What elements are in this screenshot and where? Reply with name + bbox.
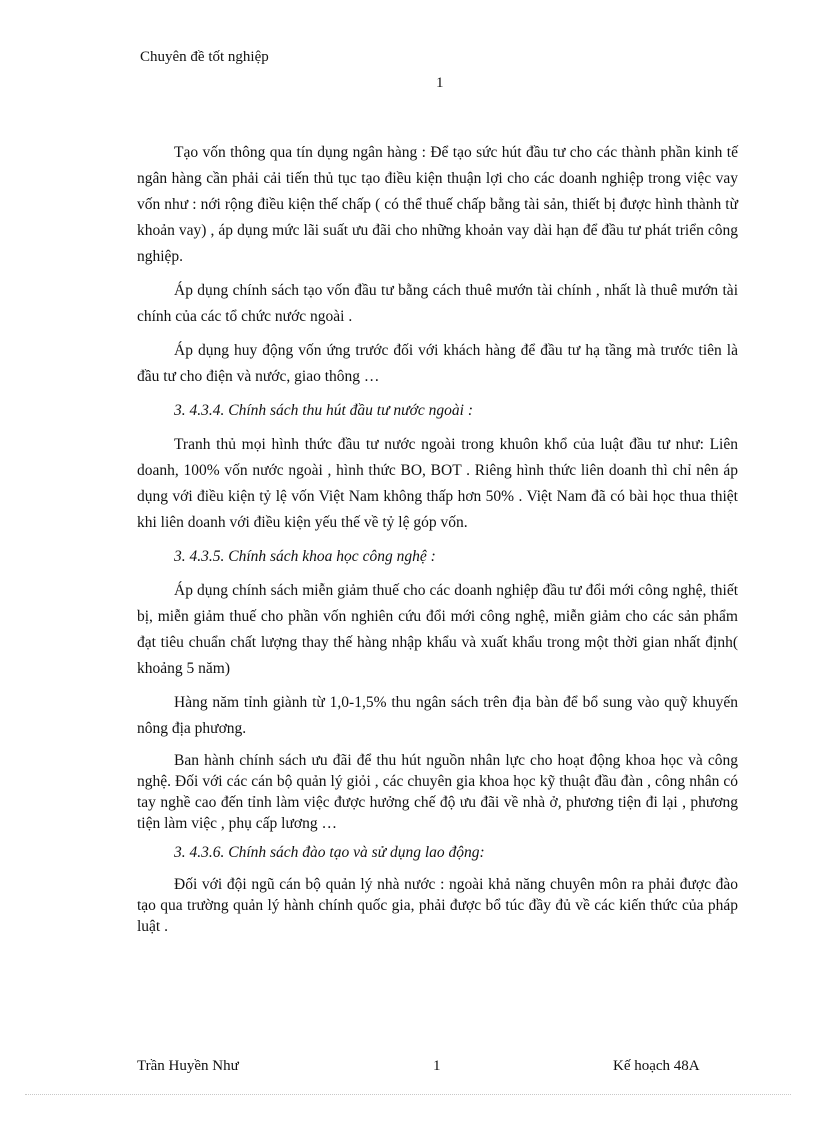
- paragraph-budget-allocation: Hàng năm tỉnh giành từ 1,0-1,5% thu ngân sách trên địa bàn để bổ sung vào quỹ khuyến nông địa phương.: [137, 694, 738, 737]
- footer-class-name: Kế hoạch 48A: [613, 1058, 700, 1074]
- footer-page-number: 1: [433, 1058, 441, 1074]
- paragraph-human-resources: Ban hành chính sách ưu đãi để thu hút nguồn nhân lực cho hoạt động khoa học và công nghệ. Đối với các cán bộ quản lý giỏi , các chuyên gia khoa học kỹ thuật đầu đàn , công nhân có tay nghề cao đến tỉnh làm việc được hưởng chế độ ưu đãi về nhà ở, phương tiện đi lại , phương tiện làm việc , phụ cấp lương …: [137, 752, 738, 832]
- footer-author: Trần Huyền Như: [137, 1058, 239, 1074]
- paragraph-advance-capital: Áp dụng huy động vốn ứng trước đối với khách hàng để đầu tư hạ tầng mà trước tiên là đầu tư cho điện và nước, giao thông …: [137, 342, 738, 385]
- paragraph-financial-leasing: Áp dụng chính sách tạo vốn đầu tư bằng cách thuê mướn tài chính , nhất là thuê mướn tài chính của các tổ chức nước ngoài .: [137, 282, 738, 325]
- page-bottom-divider: [25, 1094, 791, 1095]
- section-heading-science-technology: 3. 4.3.5. Chính sách khoa học công nghệ :: [174, 548, 436, 565]
- header-page-number: 1: [436, 75, 444, 91]
- paragraph-tax-exemption: Áp dụng chính sách miễn giảm thuế cho các doanh nghiệp đầu tư đổi mới công nghệ, thiết bị, miễn giảm thuế cho phần vốn nghiên cứu đổi mới công nghệ, miễn giảm cho các sản phẩm đạt tiêu chuẩn chất lượng thay thế hàng nhập khẩu và xuất khẩu trong một thời gian nhất định( khoảng 5 năm): [137, 582, 738, 677]
- paragraph-bank-credit: Tạo vốn thông qua tín dụng ngân hàng : Để tạo sức hút đầu tư cho các thành phần kinh tế ngân hàng cần phải cải tiến thủ tục tạo điều kiện thuận lợi cho các doanh nghiệp trong việc vay vốn như : nới rộng điều kiện thế chấp ( có thể thuế chấp bằng tài sản, thiết bị được hình thành từ khoản vay) , áp dụng mức lãi suất ưu đãi cho những khoản vay dài hạn để đầu tư phát triển công nghiệp.: [137, 144, 738, 265]
- section-heading-training-labor: 3. 4.3.6. Chính sách đào tạo và sử dụng lao động:: [174, 844, 485, 861]
- paragraph-foreign-investment: Tranh thủ mọi hình thức đầu tư nước ngoài trong khuôn khổ của luật đầu tư như: Liên doanh, 100% vốn nước ngoài , hình thức BO, BOT . Riêng hình thức liên doanh thì chỉ nên áp dụng với điều kiện tỷ lệ vốn Việt Nam không thấp hơn 50% . Việt Nam đã có bài học thua thiệt khi liên doanh với điều kiện yếu thế về tỷ lệ góp vốn.: [137, 436, 738, 531]
- section-heading-foreign-investment: 3. 4.3.4. Chính sách thu hút đầu tư nước ngoài :: [174, 402, 474, 419]
- body-content: [137, 140, 738, 943]
- paragraph-officials-training: Đối với đội ngũ cán bộ quản lý nhà nước : ngoài khả năng chuyên môn ra phải được đào tạo qua trường quản lý hành chính quốc gia, phải được bổ túc đầy đủ về các kiến thức của pháp luật .: [137, 876, 738, 935]
- header-title: Chuyên đề tốt nghiệp: [140, 49, 269, 65]
